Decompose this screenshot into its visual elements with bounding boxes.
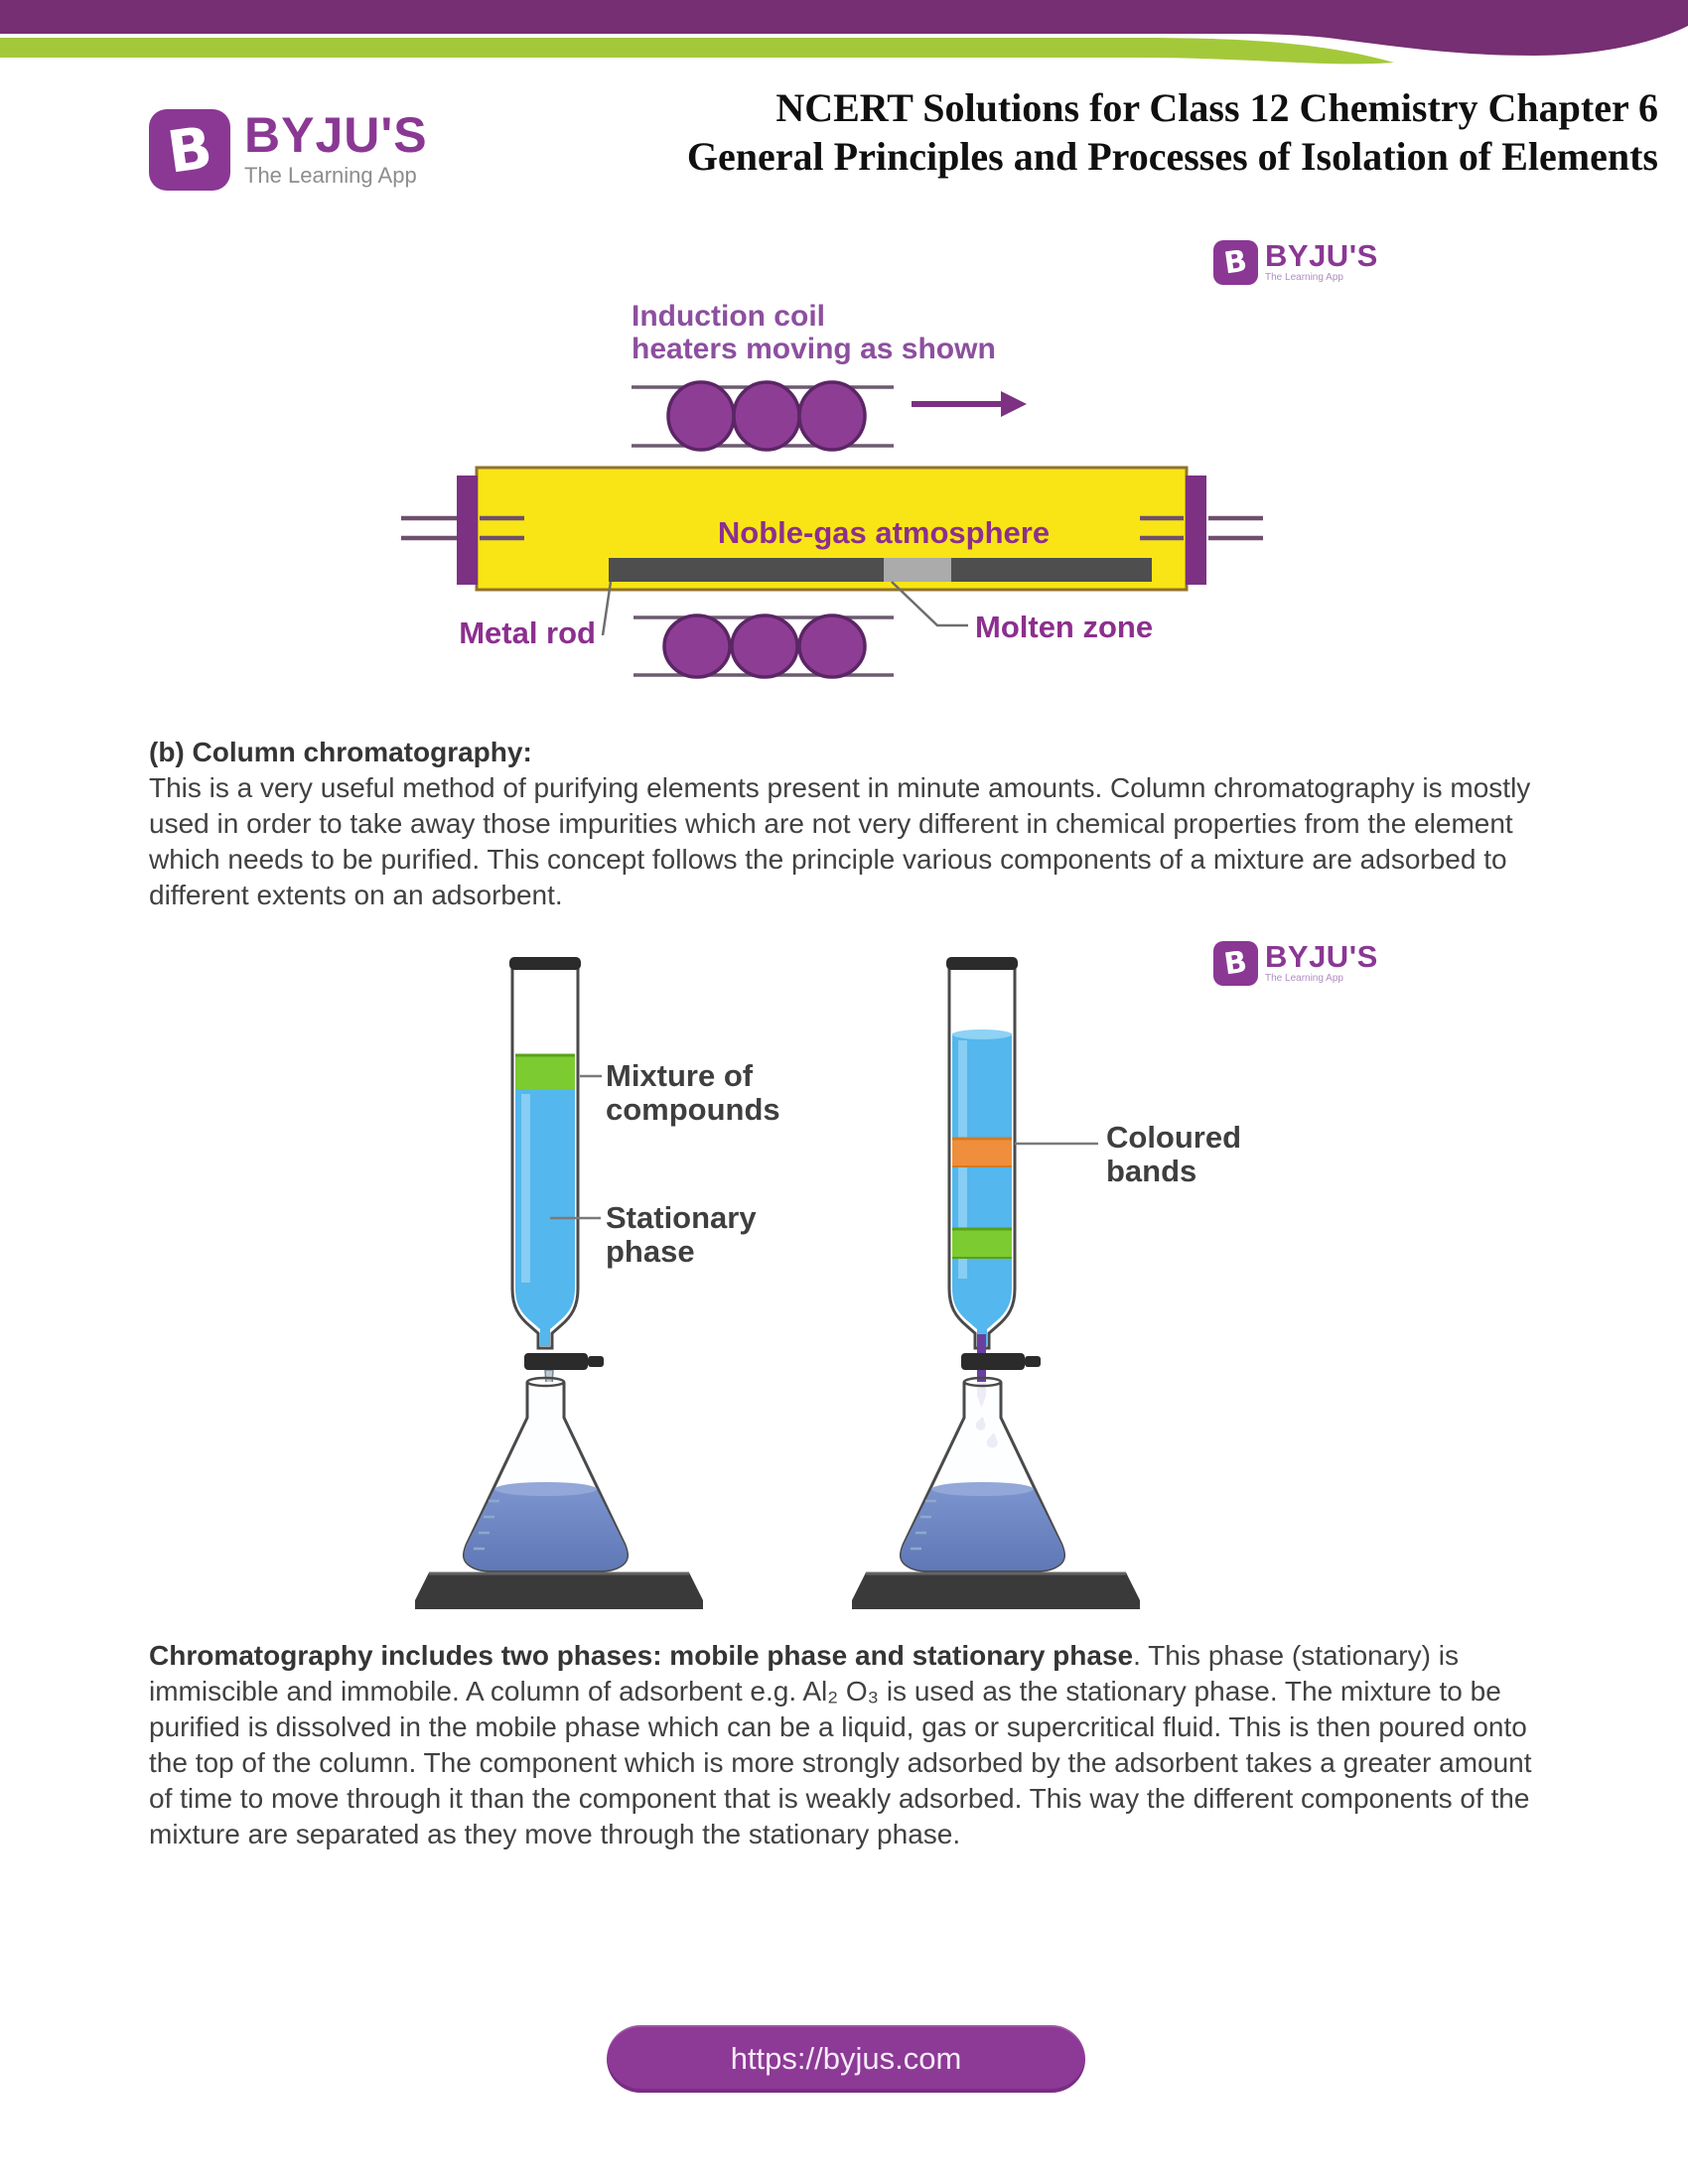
coloured-bands-label-line2: bands [1106,1154,1197,1188]
metal-rod-bar [609,558,1152,582]
stationary-label-line1: Stationary [606,1200,757,1235]
page-title-line2: General Principles and Processes of Isolation of Elements [686,134,1658,179]
section-paragraph: This is a very useful method of purifying elements present in minute amounts. Column chromatography is mostly used in order to take away those impurities which are not very different in chemical properties from the element which needs to be purified. This concept follows the principle various components of a mixture are adsorbed to different extents on an adsorbent. [149,772,1531,910]
green-band [952,1228,1012,1259]
byjus-tagline: The Learning App [244,163,417,188]
closing-paragraph [149,1638,1551,1852]
byjus-brand-text: BYJU'S [244,107,428,163]
byjus-logo [149,109,428,191]
molten-zone-segment [884,558,951,582]
induction-coil-top [632,382,894,450]
noble-gas-label: Noble-gas atmosphere [717,515,1051,550]
header-green-band [0,38,1394,64]
page-title [566,83,1658,181]
stand-base-right [852,1572,1140,1609]
molten-zone-label: Molten zone [975,610,1154,644]
stand-base-left [415,1572,703,1609]
green-band [515,1054,575,1089]
column-cap [946,957,1018,970]
coloured-bands-label-line1: Coloured [1106,1120,1242,1155]
header-banner [0,0,1688,89]
column-cap [509,957,581,970]
byjus-b-icon: B [1213,941,1258,986]
byjus-watermark: B BYJU'S The Learning App [1213,941,1378,986]
flask-right [901,1378,1063,1570]
chromatography-diagram [397,933,1291,1628]
column-chromatography-section [149,735,1551,913]
metal-rod-label: Metal rod [459,615,596,650]
zone-refining-diagram [357,228,1430,695]
tube-cap-right [1186,476,1206,585]
byjus-watermark: B BYJU'S The Learning App [1213,240,1378,285]
induction-coil-bottom [633,615,894,677]
stationary-label-line2: phase [606,1234,695,1269]
arrow-right-icon [912,391,1027,417]
stopcock [961,1353,1041,1370]
page-title-line1: NCERT Solutions for Class 12 Chemistry Chapter 6 [775,85,1658,130]
mixture-label-line2: compounds [606,1092,780,1127]
orange-band [952,1138,1012,1167]
section-heading: (b) Column chromatography: [149,737,532,767]
induction-coil-label-line2: heaters moving as shown [632,333,996,365]
closing-rest: . This phase (stationary) is immiscible and immobile. A column of adsorbent e.g. Al₂ O₃ is used as the stationary phase. The mixture to be purified is dissolved in the mobile phase which can be a liquid, gas or supercritical fluid. This is then poured onto the top of the column. The component which is more strongly adsorbed by the adsorbent takes a greater amount of time to move through it than the component that is weakly adsorbed. This way the different components of the mixture are separated as they move through the stationary phase. [149,1640,1532,1849]
byjus-b-icon: B [149,109,230,191]
flask-left [464,1378,627,1570]
tube-cap-left [457,476,478,585]
mixture-label-line1: Mixture of [606,1058,754,1093]
column-right [852,957,1140,1609]
closing-lead-bold: Chromatography includes two phases: mobile phase and stationary phase [149,1640,1134,1671]
induction-coil-label-line1: Induction coil [632,300,825,333]
column-left [415,957,703,1609]
byjus-b-icon: B [1213,240,1258,285]
footer-url-link[interactable]: https://byjus.com [607,2025,1085,2093]
